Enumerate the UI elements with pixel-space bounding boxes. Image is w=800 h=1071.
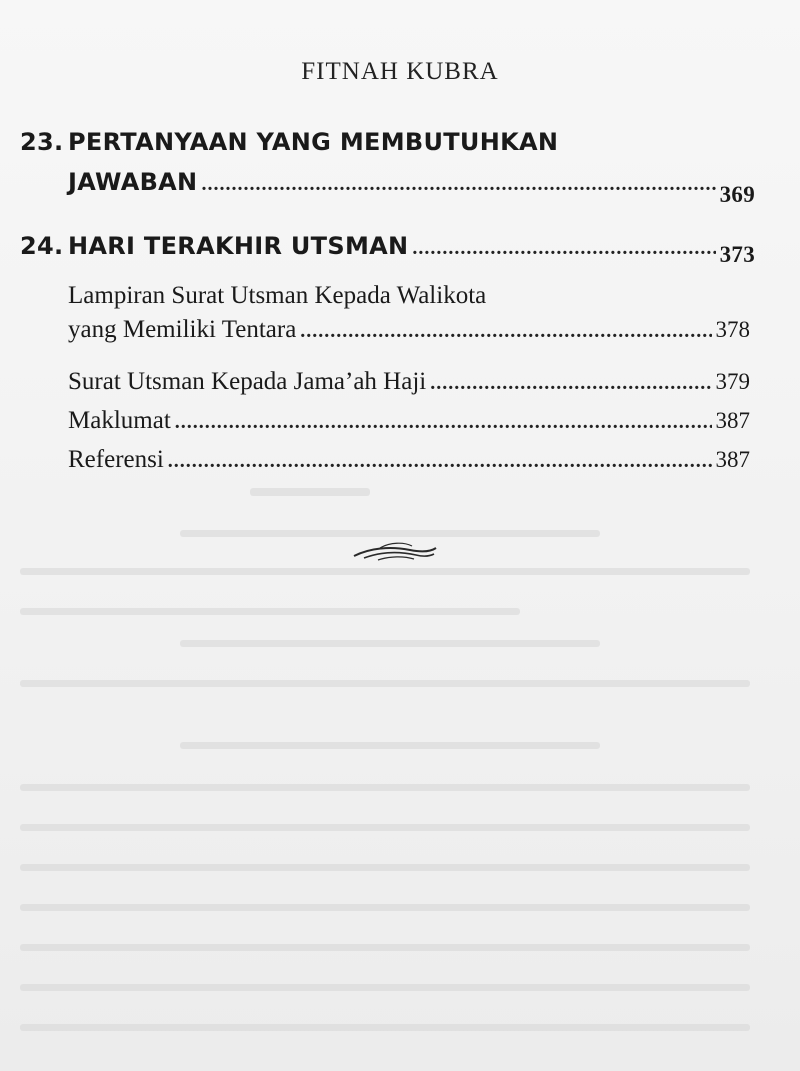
sub-title: Referensi (68, 446, 164, 473)
dot-leader (300, 320, 711, 343)
toc-sub-line1 (68, 282, 750, 310)
dot-leader (201, 173, 715, 196)
toc-sub-line2 (68, 316, 750, 344)
page-number: 378 (715, 317, 750, 342)
sub-title: Lampiran Surat Utsman Kepada Walikota (68, 282, 487, 309)
page-number: 369 (719, 182, 755, 207)
page-number: 379 (715, 369, 750, 394)
page-number: 387 (715, 408, 750, 433)
page-number: 373 (719, 242, 755, 267)
toc-entry-lampiran[interactable] (68, 282, 750, 344)
toc-sub-line (68, 368, 750, 396)
dot-leader (412, 237, 715, 260)
toc-chapter-23-line2 (20, 168, 755, 207)
sub-title: Maklumat (68, 407, 171, 434)
toc-chapter-24-line (20, 232, 755, 267)
chapter-number: 23. (20, 128, 64, 156)
dot-leader (430, 372, 711, 395)
toc-entry-chapter-24[interactable] (20, 232, 755, 267)
toc-entry-maklumat[interactable] (68, 407, 750, 435)
toc-entry-surat-jamaah-haji[interactable] (68, 368, 750, 396)
running-title: FITNAH KUBRA (301, 58, 499, 85)
toc-entry-referensi[interactable] (68, 446, 750, 474)
chapter-title: PERTANYAAN YANG MEMBUTUHKAN (68, 128, 559, 156)
dot-leader (175, 411, 712, 434)
dot-leader (168, 450, 712, 473)
fleuron-ornament-icon (350, 538, 440, 566)
toc-sub-line (68, 407, 750, 435)
chapter-number: 24. (20, 232, 64, 260)
chapter-title: HARI TERAKHIR UTSMAN (68, 232, 409, 260)
toc-entry-chapter-23[interactable] (20, 128, 755, 207)
running-header (0, 58, 800, 86)
sub-title: Surat Utsman Kepada Jama’ah Haji (68, 368, 427, 395)
page-number: 387 (715, 447, 750, 472)
toc-chapter-23-line1 (20, 128, 755, 156)
chapter-title-continued: JAWABAN (68, 168, 198, 196)
toc-sub-line (68, 446, 750, 474)
sub-title-continued: yang Memiliki Tentara (68, 316, 297, 343)
